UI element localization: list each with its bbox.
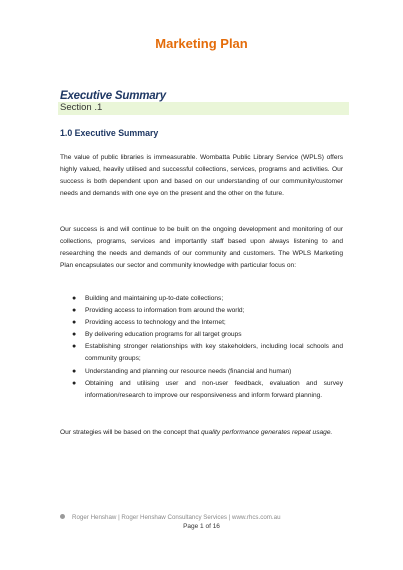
list-item-text: Building and maintaining up-to-date collections; <box>85 295 224 302</box>
paragraph-3 <box>60 427 343 439</box>
page-number: Page 1 of 16 <box>183 523 220 530</box>
list-item <box>60 341 343 365</box>
focus-list <box>60 293 343 402</box>
section-band <box>58 102 349 115</box>
list-item-text: Providing access to technology and the Internet; <box>85 319 226 327</box>
footer-text: Roger Henshaw | Roger Henshaw Consultancy Services | www.rhcs.com.au <box>72 514 281 521</box>
list-item-text: Providing access to information from around the world; <box>85 307 245 315</box>
footer-bullet-icon <box>60 514 65 519</box>
paragraph-3-emphasis: quality performance generates repeat usage. <box>201 429 333 436</box>
list-item-text: Establishing stronger relationships with key stakeholders, including local schools and community groups; <box>85 343 343 363</box>
bullet-icon: ● <box>72 307 77 315</box>
paragraph-2: Our success is and will continue to be built on the ongoing development and monitoring of our collections, programs, services and importantly staff based upon always listening to and researching the needs and demands of our community and customers. The WPLS Marketing Plan encapsulates our sector and community knowledge with particular focus on: <box>60 226 343 270</box>
section-label: Section .1 <box>60 102 103 113</box>
subheading: 1.0 Executive Summary <box>60 128 159 138</box>
paragraph-1: The value of public libraries is immeasurable. Wombatta Public Library Service (WPLS) offers highly valued, heavily utilised and successful collections, services, programs and activities. Our success is both dependent upon and based on our understanding of our community/customer needs and demands with one eye on the present and the other on the future. <box>60 154 343 198</box>
list-item <box>60 305 343 317</box>
bullet-icon: ● <box>72 367 77 375</box>
document-title: Marketing Plan <box>155 36 248 51</box>
bullet-icon: ● <box>72 379 77 387</box>
paragraph-3-text: Our strategies will be based on the concept that <box>60 429 202 436</box>
list-item <box>60 329 343 341</box>
list-item <box>60 293 343 305</box>
list-item-text: Understanding and planning our resource needs (financial and human) <box>85 367 292 375</box>
page-footer <box>60 514 343 521</box>
bullet-icon: ● <box>72 343 77 351</box>
list-item <box>60 317 343 329</box>
list-item-text: By delivering education programs for all target groups <box>85 331 242 339</box>
list-item <box>60 366 343 378</box>
section-heading: Executive Summary <box>60 90 166 102</box>
bullet-icon: ● <box>72 295 77 302</box>
list-item <box>60 378 343 402</box>
bullet-icon: ● <box>72 331 77 339</box>
list-item-text: Obtaining and utilising user and non-user feedback, evaluation and survey information/research to improve our responsiveness and inform forward planning. <box>85 379 343 399</box>
bullet-icon: ● <box>72 319 77 327</box>
